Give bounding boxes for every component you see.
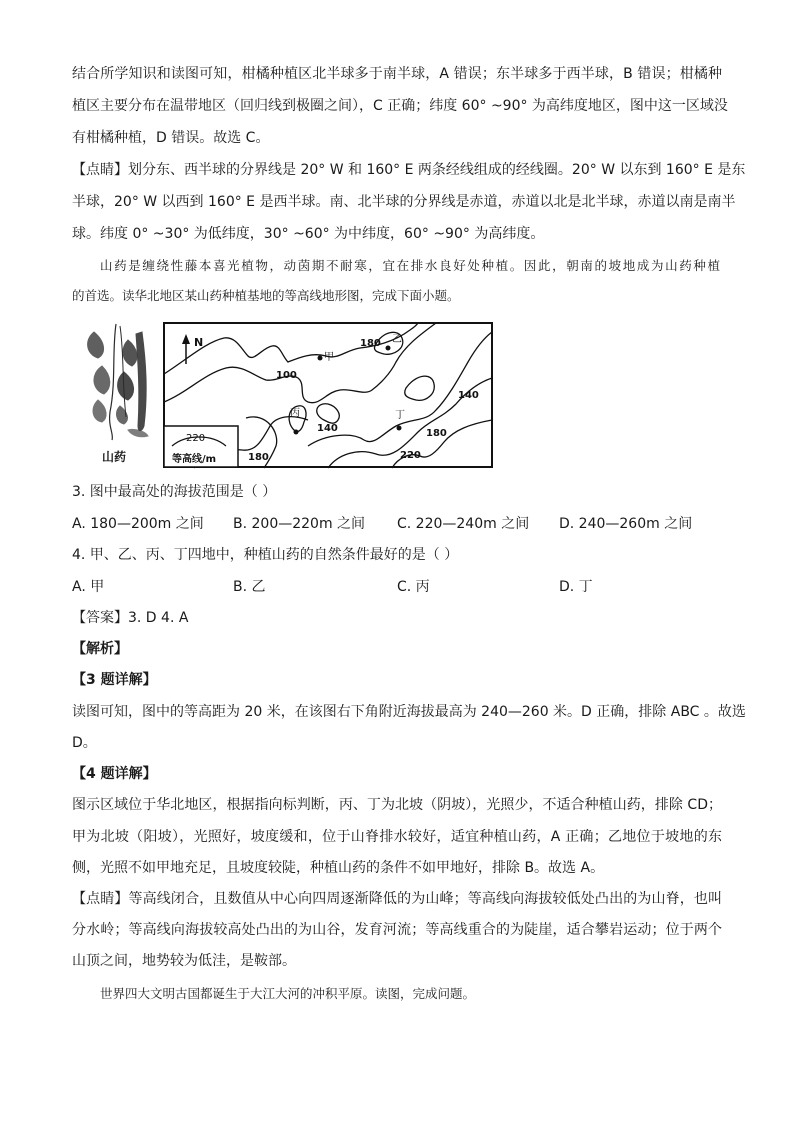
contour-figure: [76, 322, 494, 470]
q4-option-b: B. 乙: [233, 579, 266, 595]
north-label: N: [194, 336, 204, 349]
analysis-heading: 【解析】: [72, 641, 128, 657]
text-line: 结合所学知识和读图可知，柑橘种植区北半球多于南半球，A 错误；东半球多于西半球，B 错误；柑橘种: [72, 66, 722, 82]
tip-line: 山顶之间，地势较为低洼，是鞍部。: [72, 953, 296, 969]
detail-4-heading: 【4 题详解】: [72, 766, 157, 782]
plant-caption: 山药: [102, 450, 127, 464]
place-point-yi: [386, 346, 391, 351]
contour-label: 140: [458, 390, 479, 401]
text-line: 图示区域位于华北地区，根据指向标判断，丙、丁为北坡（阴坡），光照少，不适合种植山药，排除 CD；: [72, 797, 722, 813]
contour-label: 180: [426, 428, 447, 439]
text-line: 半球，20° W 以西到 160° E 是西半球。南、北半球的分界线是赤道，赤道以北是北半球，赤道以南是南半: [72, 194, 736, 210]
place-point-ding: [397, 426, 402, 431]
text-line: 【点睛】划分东、西半球的分界线是 20° W 和 160° E 两条经线组成的经线圈。20° W 以东到 160° E 是东: [72, 162, 746, 178]
tip-line: 分水岭；等高线向海拔较高处凸出的为山谷，发育河流；等高线重合的为陡崖，适合攀岩运动；位于两个: [72, 922, 722, 938]
answer-line: 【答案】3. D 4. A: [72, 610, 189, 626]
place-label-yi: 乙: [392, 334, 402, 345]
place-label-bing: 丙: [290, 408, 300, 419]
place-point-jia: [318, 356, 323, 361]
yam-plant-illustration: [88, 324, 148, 440]
contour-label: 140: [317, 423, 338, 434]
intro-line: 山药是缠绕性藤本喜光植物，动茵期不耐寒，宜在排水良好处种植。因此，朝南的坡地成为山药种植: [100, 258, 720, 273]
q4-option-d: D. 丁: [559, 579, 593, 595]
question-3: 3. 图中最高处的海拔范围是（ ）: [72, 484, 277, 500]
next-intro-line: 世界四大文明古国都诞生于大江大河的冲积平原。读图，完成问题。: [100, 986, 476, 1001]
intro-line: 的首选。读华北地区某山药种植基地的等高线地形图，完成下面小题。: [72, 288, 460, 303]
legend-label: 等高线/m: [172, 454, 217, 465]
place-label-ding: 丁: [395, 410, 405, 421]
text-line: 球。纬度 0° ~30° 为低纬度，30° ~60° 为中纬度，60° ~90° 为高纬度。: [72, 226, 545, 242]
q3-option-b: B. 200—220m 之间: [233, 516, 366, 532]
contour-label: 180: [248, 452, 269, 463]
q3-option-d: D. 240—260m 之间: [559, 516, 693, 532]
legend-value: 220: [186, 433, 206, 444]
question-4: 4. 甲、乙、丙、丁四地中，种植山药的自然条件最好的是（ ）: [72, 547, 459, 563]
contour-label: 180: [360, 338, 381, 349]
place-label-jia: 甲: [324, 352, 334, 363]
contour-label: 100: [276, 370, 297, 381]
place-point-bing: [294, 430, 299, 435]
text-line: 有柑橘种植，D 错误。故选 C。: [72, 130, 270, 146]
text-line: 植区主要分布在温带地区（回归线到极圈之间），C 正确；纬度 60° ~90° 为高纬度地区，图中这一区域没: [72, 98, 728, 114]
tip-line: 【点睛】等高线闭合，且数值从中心向四周逐渐降低的为山峰；等高线向海拔较低处凸出的为山脊，也叫: [72, 891, 722, 907]
contour-label: 220: [400, 450, 421, 461]
text-line: D。: [72, 735, 97, 751]
q3-option-a: A. 180—200m 之间: [72, 516, 204, 532]
text-line: 读图可知，图中的等高距为 20 米，在该图右下角附近海拔最高为 240—260 米。D 正确，排除 ABC 。故选: [72, 704, 746, 720]
q4-option-c: C. 丙: [397, 579, 430, 595]
text-line: 甲为北坡（阳坡），光照好，坡度缓和，位于山脊排水较好，适宜种植山药，A 正确；乙地位于坡地的东: [72, 829, 722, 845]
q3-option-c: C. 220—240m 之间: [397, 516, 530, 532]
contour-map: [76, 322, 494, 470]
q4-option-a: A. 甲: [72, 579, 105, 595]
text-line: 侧，光照不如甲地充足，且坡度较陡，种植山药的条件不如甲地好，排除 B。故选 A。: [72, 860, 605, 876]
detail-3-heading: 【3 题详解】: [72, 672, 157, 688]
